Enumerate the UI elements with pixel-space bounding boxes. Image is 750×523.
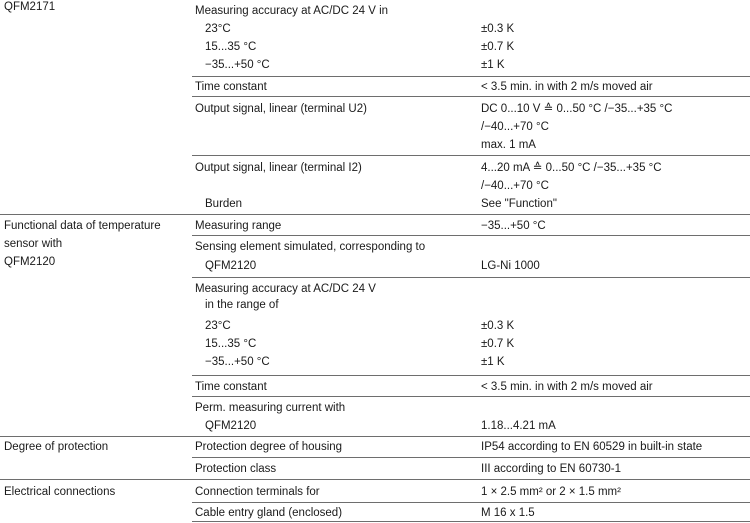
row-divider [192, 76, 750, 77]
row-divider [192, 457, 750, 458]
output-u2-label: Output signal, linear (terminal U2) [195, 103, 367, 115]
section-qfm2171: QFM2171 [4, 1, 56, 13]
cable-gland-value: M 16 x 1.5 [481, 507, 535, 519]
housing-protection-value: IP54 according to EN 60529 in built-in state [481, 441, 703, 453]
accuracy-label: −35...+50 °C [205, 59, 270, 71]
measuring-range-value: −35...+50 °C [481, 220, 546, 232]
accuracy-label: 23°C [205, 23, 231, 35]
section-divider [0, 479, 750, 480]
row-divider [192, 396, 750, 397]
time-constant-label: Time constant [195, 81, 267, 93]
housing-protection-label: Protection degree of housing [195, 441, 343, 453]
perm-current-sub-label: QFM2120 [205, 420, 257, 432]
time-constant-value: < 3.5 min. in with 2 m/s moved air [481, 81, 653, 93]
protection-class-value: III according to EN 60730-1 [481, 463, 621, 475]
accuracy-value: ±0.7 K [481, 338, 515, 350]
accuracy-subheading: in the range of [205, 299, 279, 311]
section-functional-line1: Functional data of temperature [4, 220, 161, 232]
output-u2-value: /−40...+70 °C [481, 121, 549, 133]
sensing-element-sub-label: QFM2120 [205, 260, 257, 272]
accuracy-value: ±0.3 K [481, 320, 515, 332]
output-i2-value: 4...20 mA ≙ 0...50 °C /−35...+35 °C [481, 162, 662, 174]
row-divider [192, 277, 750, 278]
row-divider [192, 502, 750, 503]
burden-value: See "Function" [481, 198, 557, 210]
section-divider [0, 214, 750, 215]
row-divider [192, 155, 750, 156]
output-u2-value: DC 0...10 V ≙ 0...50 °C /−35...+35 °C [481, 103, 673, 115]
accuracy-heading-2: Measuring accuracy at AC/DC 24 V [195, 283, 376, 295]
sensing-element-label: Sensing element simulated, corresponding to [195, 241, 426, 253]
output-i2-value: /−40...+70 °C [481, 180, 549, 192]
output-u2-value: max. 1 mA [481, 139, 536, 151]
connection-terminals-value: 1 × 2.5 mm² or 2 × 1.5 mm² [481, 486, 621, 498]
output-i2-label: Output signal, linear (terminal I2) [195, 162, 362, 174]
burden-label: Burden [205, 198, 243, 210]
section-divider [0, 436, 750, 437]
accuracy-label: −35...+50 °C [205, 356, 270, 368]
accuracy-value: ±0.7 K [481, 41, 515, 53]
accuracy-heading: Measuring accuracy at AC/DC 24 V in [195, 5, 389, 17]
section-degree-of-protection: Degree of protection [4, 441, 109, 453]
accuracy-value: ±0.3 K [481, 23, 515, 35]
perm-current-label: Perm. measuring current with [195, 402, 346, 414]
accuracy-label: 15...35 °C [205, 338, 257, 350]
section-functional-line3: QFM2120 [4, 256, 56, 268]
accuracy-value: ±1 K [481, 59, 505, 71]
section-electrical-connections: Electrical connections [4, 486, 116, 498]
row-divider [192, 96, 750, 97]
accuracy-label: 23°C [205, 320, 231, 332]
row-divider [192, 235, 750, 236]
connection-terminals-label: Connection terminals for [195, 486, 320, 498]
measuring-range-label: Measuring range [195, 220, 282, 232]
perm-current-value: 1.18...4.21 mA [481, 420, 556, 432]
sensing-element-value: LG-Ni 1000 [481, 260, 540, 272]
section-functional-line2: sensor with [4, 238, 63, 250]
cable-gland-label: Cable entry gland (enclosed) [195, 507, 343, 519]
row-divider [192, 521, 750, 522]
row-divider [192, 375, 750, 376]
accuracy-value: ±1 K [481, 356, 505, 368]
time-constant-value: < 3.5 min. in with 2 m/s moved air [481, 381, 653, 393]
time-constant-label: Time constant [195, 381, 267, 393]
accuracy-label: 15...35 °C [205, 41, 257, 53]
protection-class-label: Protection class [195, 463, 277, 475]
